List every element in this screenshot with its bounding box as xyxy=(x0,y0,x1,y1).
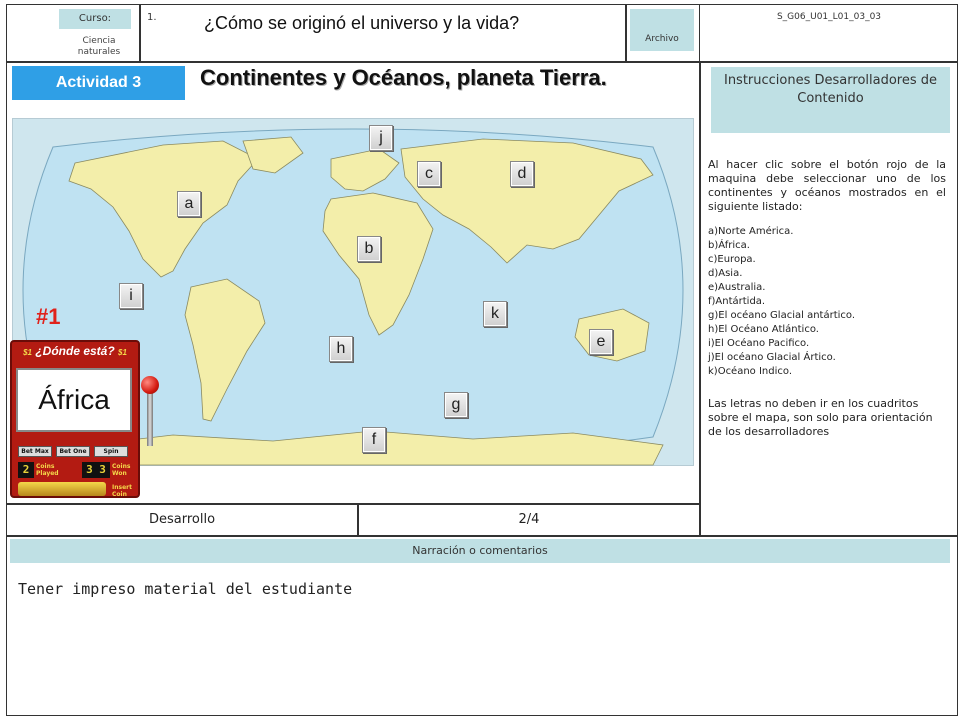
slot-sign-right: $1 xyxy=(118,348,127,357)
slot-answer-window: África xyxy=(16,368,132,432)
list-item: b)África. xyxy=(708,240,750,251)
map-letter-a: a xyxy=(177,191,201,217)
activity-badge: Actividad 3 xyxy=(12,66,185,100)
map-letter-c: c xyxy=(417,161,441,187)
bet-max-button[interactable]: Bet Max xyxy=(18,446,52,457)
list-item: a)Norte América. xyxy=(708,226,794,237)
list-item: g)El océano Glacial antártico. xyxy=(708,310,856,321)
map-letter-h: h xyxy=(329,336,353,362)
slot-machine xyxy=(10,340,140,498)
list-item: f)Antártida. xyxy=(708,296,766,307)
slot-sign xyxy=(14,344,136,360)
narration-panel xyxy=(6,536,958,716)
narration-label: Narración o comentarios xyxy=(10,539,950,563)
list-item: c)Europa. xyxy=(708,254,756,265)
insert-coin-label: Insert Coin xyxy=(112,484,132,498)
list-item: d)Asia. xyxy=(708,268,743,279)
map-letter-e: e xyxy=(589,329,613,355)
unit-number: 1. xyxy=(147,12,157,23)
instructions-note: Las letras no deben ir en los cuadritos sobre el mapa, son solo para orientación de los desarrolladores xyxy=(708,397,933,438)
subject-label: Ciencia naturales xyxy=(77,36,121,57)
resource-code: S_G06_U01_L01_03_03 xyxy=(776,12,882,22)
map-letter-d: d xyxy=(510,161,534,187)
question-number: #1 xyxy=(36,304,61,329)
archivo-button[interactable]: Archivo xyxy=(630,9,694,51)
map-letter-b: b xyxy=(357,236,381,262)
narration-text: Tener impreso material del estudiante xyxy=(18,580,353,598)
map-letter-f: f xyxy=(362,427,386,453)
slot-sign-left: $1 xyxy=(23,348,32,357)
slot-lever-knob[interactable] xyxy=(141,376,159,394)
coins-played-display: 2 xyxy=(18,462,34,478)
curso-label: Curso: xyxy=(59,9,131,29)
instructions-title: Instrucciones Desarrolladores de Contenido xyxy=(711,67,950,133)
activity-title: Continentes y Océanos, planeta Tierra. xyxy=(200,65,607,90)
page-indicator: 2/4 xyxy=(358,504,700,536)
map-letter-k: k xyxy=(483,301,507,327)
stage-cell: Desarrollo xyxy=(6,504,358,536)
slot-lever-stick xyxy=(147,388,153,446)
list-item: j)El océano Glacial Ártico. xyxy=(708,352,836,363)
coins-won-display: 3 3 xyxy=(82,462,110,478)
instructions-text: Al hacer clic sobre el botón rojo de la maquina debe seleccionar uno de los continentes y océanos mostrados en el siguiente listado: xyxy=(708,158,946,213)
coins-won-label: Coins Won xyxy=(112,463,131,477)
lesson-title: ¿Cómo se originó el universo y la vida? xyxy=(204,13,520,33)
map-letter-g: g xyxy=(444,392,468,418)
spin-button[interactable]: Spin xyxy=(94,446,128,457)
coins-played-label: Coins Played xyxy=(36,463,59,477)
bet-one-button[interactable]: Bet One xyxy=(56,446,90,457)
list-item: h)El Océano Atlántico. xyxy=(708,324,819,335)
list-item: k)Océano Indico. xyxy=(708,366,793,377)
list-item: e)Australia. xyxy=(708,282,766,293)
map-letter-i: i xyxy=(119,283,143,309)
instructions-list xyxy=(708,225,946,379)
coin-tray xyxy=(18,482,106,496)
slot-sign-text: ¿Dónde está? xyxy=(35,344,115,358)
map-letter-j: j xyxy=(369,125,393,151)
list-item: i)El Océano Pacifico. xyxy=(708,338,810,349)
